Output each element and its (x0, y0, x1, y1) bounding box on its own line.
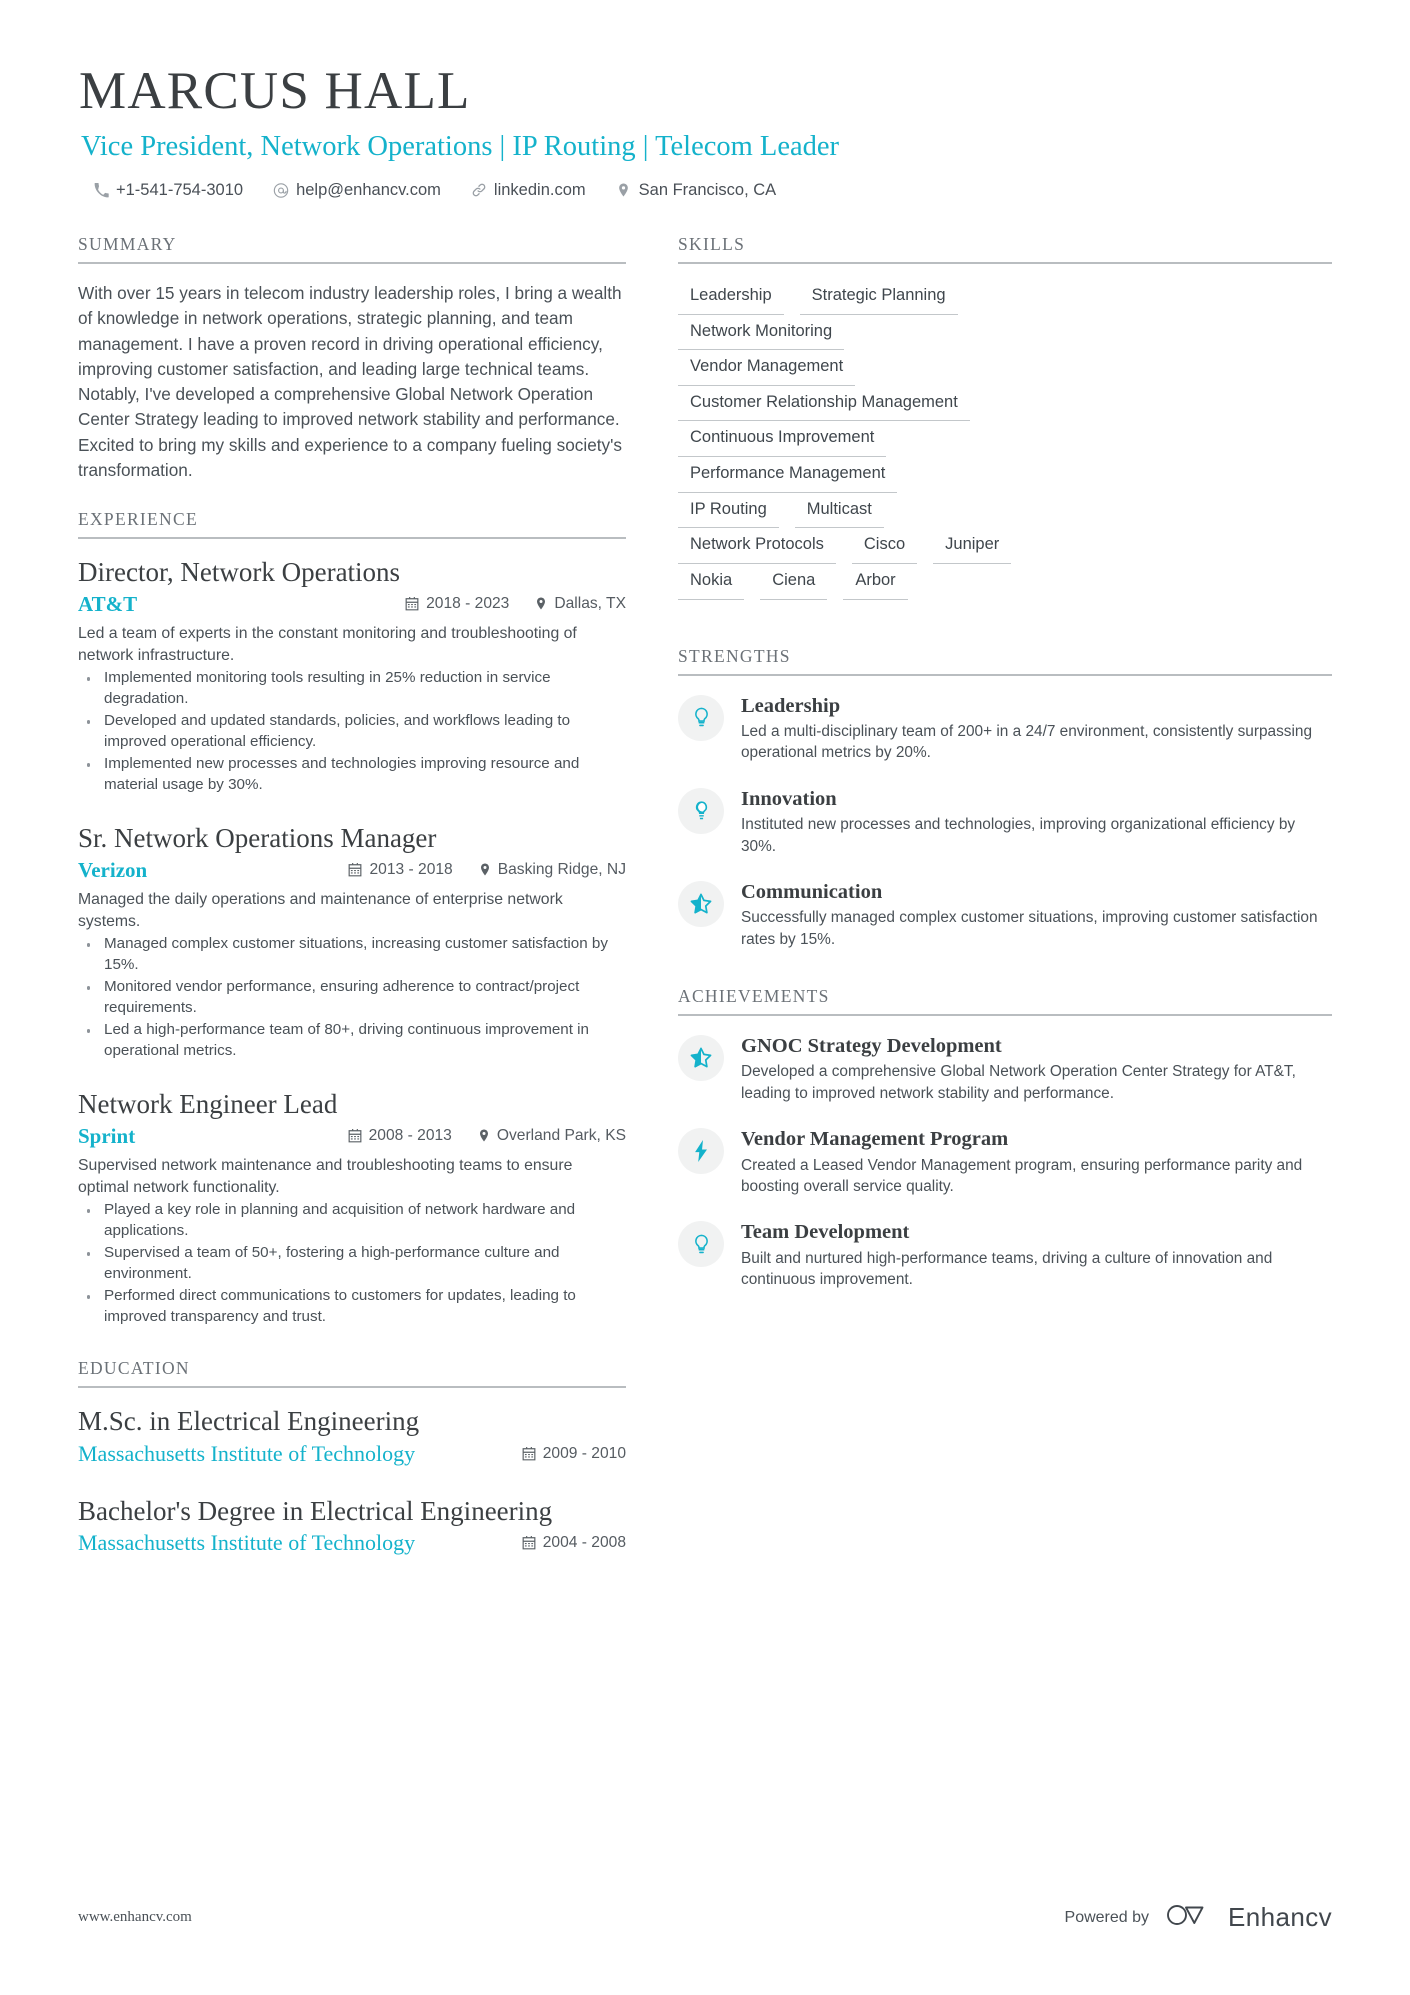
enhancv-mark-icon (1165, 1902, 1217, 1933)
column-gap (626, 234, 678, 1563)
skill-tag[interactable]: Nokia (678, 566, 744, 600)
right-column (678, 234, 1332, 1563)
education-school: Massachusetts Institute of Technology (78, 1440, 416, 1466)
lightbulb-outline-icon (678, 695, 724, 741)
strength-text: Successfully managed complex customer situations, improving customer satisfaction rates by 15%. (741, 909, 1318, 948)
section-education (78, 1358, 626, 1557)
skills-row (678, 423, 1332, 457)
location-pin-icon (478, 1128, 490, 1143)
experience-location-text: Overland Park, KS (496, 1126, 626, 1144)
powered-by-label: Powered by (1064, 1908, 1150, 1926)
experience-dates (348, 861, 452, 879)
experience-meta-right (405, 595, 626, 613)
list-item: Played a key role in planning and acquisition of network hardware and applications. (78, 1200, 626, 1242)
list-item: Developed and updated standards, policies, and workflows leading to improved operational efficiency. (78, 711, 626, 753)
skill-tag[interactable]: Network Monitoring (678, 317, 844, 351)
strength-text: Led a multi-disciplinary team of 200+ in a 24/7 environment, consistently surpassing operational metrics by 20%. (741, 723, 1313, 762)
experience-dates (348, 1127, 452, 1145)
contact-phone-text: +1-541-754-3010 (116, 180, 244, 199)
section-title-skills: SKILLS (678, 234, 1332, 264)
achievement-item (678, 1126, 1332, 1197)
section-achievements (678, 986, 1332, 1290)
experience-location (478, 1127, 626, 1145)
strength-body (741, 786, 1332, 857)
location-pin-icon (535, 596, 547, 611)
experience-description: Managed the daily operations and maintenance of enterprise network systems. (78, 890, 563, 930)
skill-tag[interactable]: Continuous Improvement (678, 423, 886, 457)
education-entry (78, 1495, 626, 1557)
experience-description: Supervised network maintenance and troubleshooting teams to ensure optimal network functionality. (78, 1156, 573, 1196)
skills-row (678, 352, 1332, 386)
location-pin-icon (479, 862, 491, 877)
skill-tag[interactable]: IP Routing (678, 495, 779, 529)
education-meta (78, 1530, 626, 1556)
list-item: Monitored vendor performance, ensuring adherence to contract/project requirements. (78, 977, 626, 1019)
section-strengths (678, 646, 1332, 950)
experience-location-text: Basking Ridge, NJ (497, 860, 626, 878)
section-title-strengths: STRENGTHS (678, 646, 1332, 676)
lightbulb-filled-icon (678, 788, 724, 834)
section-skills (678, 234, 1332, 600)
resume-header (78, 62, 1332, 200)
education-entry (78, 1405, 626, 1467)
experience-dates-text: 2013 - 2018 (369, 860, 453, 878)
link-icon (471, 182, 487, 198)
footer-url[interactable]: www.enhancv.com (78, 1909, 192, 1925)
phone-icon (93, 182, 109, 198)
education-meta-right (522, 1534, 626, 1552)
achievement-body (741, 1219, 1332, 1290)
education-dates (522, 1534, 626, 1552)
summary-text: With over 15 years in telecom industry leadership roles, I bring a wealth of knowledge in network operations, strategic planning, and team management. I have a proven record in driving operational efficiency, improving customer satisfaction, and leading large technical teams. Notably, I've developed a comprehensive Global Network Operation Center Strategy leading to improved network stability and performance. Excited to bring my skills and experience to a company fueling society's transformation. (78, 282, 622, 480)
education-meta (78, 1441, 626, 1467)
skill-tag[interactable]: Customer Relationship Management (678, 388, 970, 422)
experience-meta (78, 592, 626, 617)
calendar-icon (405, 597, 419, 611)
experience-location (535, 595, 626, 613)
experience-bullets (78, 934, 626, 1062)
skills-row (678, 317, 1332, 351)
skills-row (678, 495, 1332, 529)
skills-row (678, 459, 1332, 493)
section-title-summary: SUMMARY (78, 234, 626, 264)
skill-tag[interactable]: Ciena (760, 566, 827, 600)
strength-title: Innovation (741, 787, 837, 810)
skill-tag[interactable]: Vendor Management (678, 352, 855, 386)
education-school: Massachusetts Institute of Technology (78, 1530, 416, 1556)
strength-body (741, 693, 1332, 764)
experience-dates (405, 595, 509, 613)
experience-role: Network Engineer Lead (78, 1089, 338, 1120)
achievement-body (741, 1033, 1332, 1104)
experience-entry (78, 1088, 626, 1328)
experience-description: Led a team of experts in the constant monitoring and troubleshooting of network infrastructure. (78, 624, 577, 664)
list-item: Performed direct communications to customers for updates, leading to improved transparency and trust. (78, 1286, 626, 1328)
experience-bullets (78, 1200, 626, 1328)
strength-title: Communication (741, 880, 883, 903)
list-item: Managed complex customer situations, increasing customer satisfaction by 15%. (78, 934, 626, 976)
lightning-bolt-icon (678, 1128, 724, 1174)
footer-brand-area (1065, 1902, 1332, 1933)
star-icon (678, 1035, 724, 1081)
achievement-title: Vendor Management Program (741, 1127, 1009, 1150)
skill-tag[interactable]: Performance Management (678, 459, 897, 493)
achievement-title: Team Development (741, 1221, 910, 1244)
strength-title: Leadership (741, 694, 841, 717)
experience-company: Verizon (78, 857, 148, 882)
resume-body (78, 234, 1332, 1563)
contact-link-text: linkedin.com (493, 180, 586, 199)
experience-entry (78, 822, 626, 1062)
experience-meta (78, 1124, 626, 1149)
calendar-icon (522, 1447, 536, 1461)
section-experience (78, 509, 626, 1328)
email-icon (273, 182, 289, 198)
contact-email-text: help@enhancv.com (296, 180, 441, 199)
skill-tag[interactable]: Multicast (795, 495, 884, 529)
skill-tag[interactable]: Arbor (843, 566, 907, 600)
experience-meta (78, 858, 626, 883)
achievement-item (678, 1033, 1332, 1104)
calendar-icon (348, 1129, 362, 1143)
contact-location-text: San Francisco, CA (638, 180, 777, 199)
experience-location-text: Dallas, TX (554, 594, 626, 612)
strength-item (678, 786, 1332, 857)
education-dates-text: 2004 - 2008 (542, 1534, 626, 1552)
lightbulb-outline-icon (678, 1221, 724, 1267)
section-title-experience: EXPERIENCE (78, 509, 626, 539)
candidate-headline: Vice President, Network Operations | IP Routing | Telecom Leader (81, 131, 840, 163)
skill-tag[interactable]: Juniper (933, 530, 1011, 564)
enhancv-wordmark: Enhancv (1228, 1902, 1332, 1932)
experience-bullets (78, 668, 626, 796)
experience-dates-text: 2008 - 2013 (368, 1126, 452, 1144)
skill-tag[interactable]: Cisco (852, 530, 917, 564)
star-icon (678, 881, 724, 927)
education-dates-text: 2009 - 2010 (542, 1444, 626, 1462)
list-item: Led a high-performance team of 80+, driving continuous improvement in operational metrics. (78, 1020, 626, 1062)
experience-meta-right (348, 861, 626, 879)
skills-row (678, 566, 1332, 600)
contact-row (93, 181, 1332, 200)
section-summary (78, 234, 626, 483)
resume-footer (78, 1902, 1332, 1933)
experience-entry (78, 556, 626, 796)
strength-text: Instituted new processes and technologies, improving organizational efficiency by 30%. (741, 816, 1296, 855)
skill-tag[interactable]: Network Protocols (678, 530, 836, 564)
skills-row (678, 388, 1332, 422)
experience-dates-text: 2018 - 2023 (426, 594, 510, 612)
contact-phone[interactable] (93, 181, 243, 200)
experience-meta-right (348, 1127, 626, 1145)
list-item: Implemented new processes and technologies improving resource and material usage by 30%. (78, 754, 626, 796)
section-title-achievements: ACHIEVEMENTS (678, 986, 1332, 1016)
calendar-icon (522, 1536, 536, 1550)
education-degree: Bachelor's Degree in Electrical Engineering (78, 1495, 553, 1526)
candidate-name: MARCUS HALL (79, 62, 471, 120)
achievement-text: Built and nurtured high-performance teams, driving a culture of innovation and continuous improvement. (741, 1249, 1273, 1288)
achievement-text: Developed a comprehensive Global Network Operation Center Strategy for AT&T, leading to improved network stability and performance. (741, 1063, 1296, 1102)
strength-item (678, 693, 1332, 764)
experience-role: Director, Network Operations (78, 557, 401, 588)
contact-location (616, 181, 777, 200)
skill-tag[interactable]: Leadership (678, 281, 784, 315)
list-item: Supervised a team of 50+, fostering a high-performance culture and environment. (78, 1243, 626, 1285)
achievement-title: GNOC Strategy Development (741, 1034, 1002, 1057)
calendar-icon (348, 863, 362, 877)
location-pin-icon (616, 182, 632, 198)
experience-company: AT&T (78, 591, 138, 616)
section-title-education: EDUCATION (78, 1358, 626, 1388)
education-degree: M.Sc. in Electrical Engineering (78, 1406, 420, 1437)
left-column (78, 234, 626, 1563)
contact-email[interactable] (273, 181, 441, 200)
achievement-body (741, 1126, 1332, 1197)
experience-role: Sr. Network Operations Manager (78, 823, 437, 854)
strength-body (741, 879, 1332, 950)
list-item: Implemented monitoring tools resulting in 25% reduction in service degradation. (78, 668, 626, 710)
education-dates (522, 1445, 626, 1463)
strength-item (678, 879, 1332, 950)
skill-tag[interactable]: Strategic Planning (800, 281, 958, 315)
contact-link[interactable] (471, 181, 586, 200)
achievement-text: Created a Leased Vendor Management program, ensuring performance parity and boosting overall service quality. (741, 1156, 1303, 1195)
experience-location (479, 861, 626, 879)
enhancv-logo (1165, 1902, 1332, 1933)
education-meta-right (522, 1445, 626, 1463)
skills-row (678, 530, 1332, 564)
skills-row (678, 281, 1332, 315)
achievement-item (678, 1219, 1332, 1290)
experience-company: Sprint (78, 1123, 136, 1148)
